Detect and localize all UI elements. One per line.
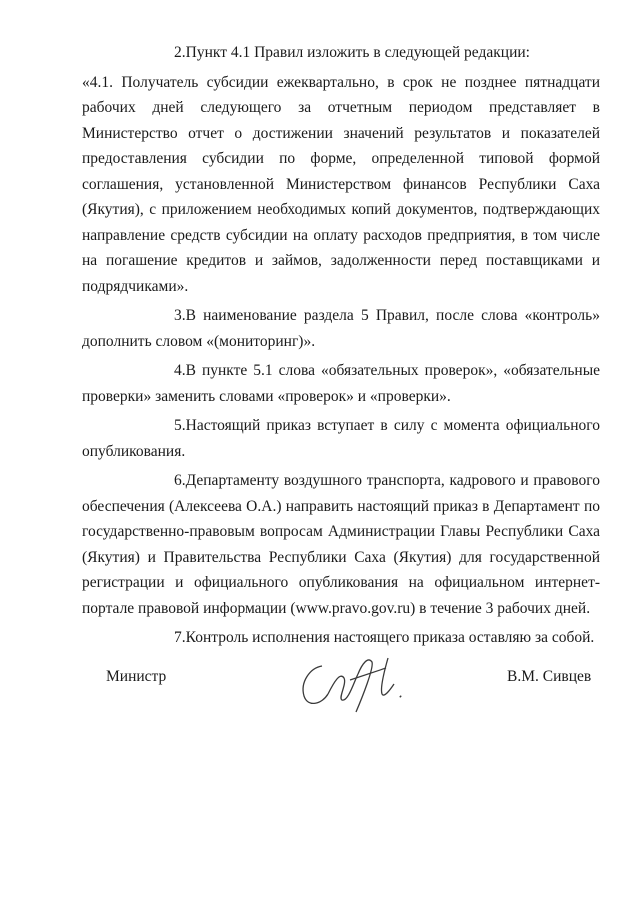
paragraph-number: 4. xyxy=(174,362,186,379)
paragraph-text: В пункте 5.1 слова «обязательных проверок», «обязательные проверки» заменить словами «проверок» и «проверки». xyxy=(82,362,600,405)
signature-block xyxy=(0,660,640,720)
paragraph-5 xyxy=(82,413,600,464)
paragraph-number: 2. xyxy=(174,44,186,61)
signatory-name: В.М. Сивцев xyxy=(507,668,592,685)
paragraph-text: Департаменту воздушного транспорта, кадрового и правового обеспечения (Алексеева О.А.) направить настоящий приказ в Департамент по государственно-правовым вопросам Администрации Главы Республики Саха (Якутия) и Правительства Республики Саха (Якутия) для государственной регистрации и официального опубликования на официальном интернет-портале правовой информации (www.pravo.gov.ru) в течение 3 рабочих дней. xyxy=(82,472,600,617)
paragraph-number: 6. xyxy=(174,472,186,489)
paragraph-3 xyxy=(82,303,600,354)
paragraph-text: В наименование раздела 5 Правил, после слова «контроль» дополнить словом «(мониторинг)». xyxy=(82,307,600,350)
paragraph-4 xyxy=(82,358,600,409)
paragraph-quote xyxy=(82,70,600,300)
paragraph-number: 3. xyxy=(174,307,186,324)
paragraph-number: 7. xyxy=(174,629,186,646)
paragraph-text: Настоящий приказ вступает в силу с момента официального опубликования. xyxy=(82,417,600,460)
paragraph-text: «4.1. Получатель субсидии ежеквартально, в срок не позднее пятнадцати рабочих дней следующего за отчетным периодом представляет в Министерство отчет о достижении значений результатов и показателей предоставления субсидии по форме, определенной типовой формой соглашения, установленной Министерством финансов Республики Саха (Якутия), с приложением необходимых копий документов, подтверждающих направление средств субсидии на оплату расходов предприятия, в том числе на погашение кредитов и займов, задолженности перед поставщиками и подрядчиками». xyxy=(82,73,600,295)
signatory-title: Министр xyxy=(106,668,167,685)
paragraph-text: Контроль исполнения настоящего приказа оставляю за собой. xyxy=(185,629,595,646)
paragraph-number: 5. xyxy=(174,417,186,434)
paragraph-2 xyxy=(82,40,600,66)
paragraph-6 xyxy=(82,468,600,621)
document-body xyxy=(82,40,600,655)
handwritten-signature xyxy=(292,638,422,718)
paragraph-text: Пункт 4.1 Правил изложить в следующей редакции: xyxy=(185,44,530,61)
